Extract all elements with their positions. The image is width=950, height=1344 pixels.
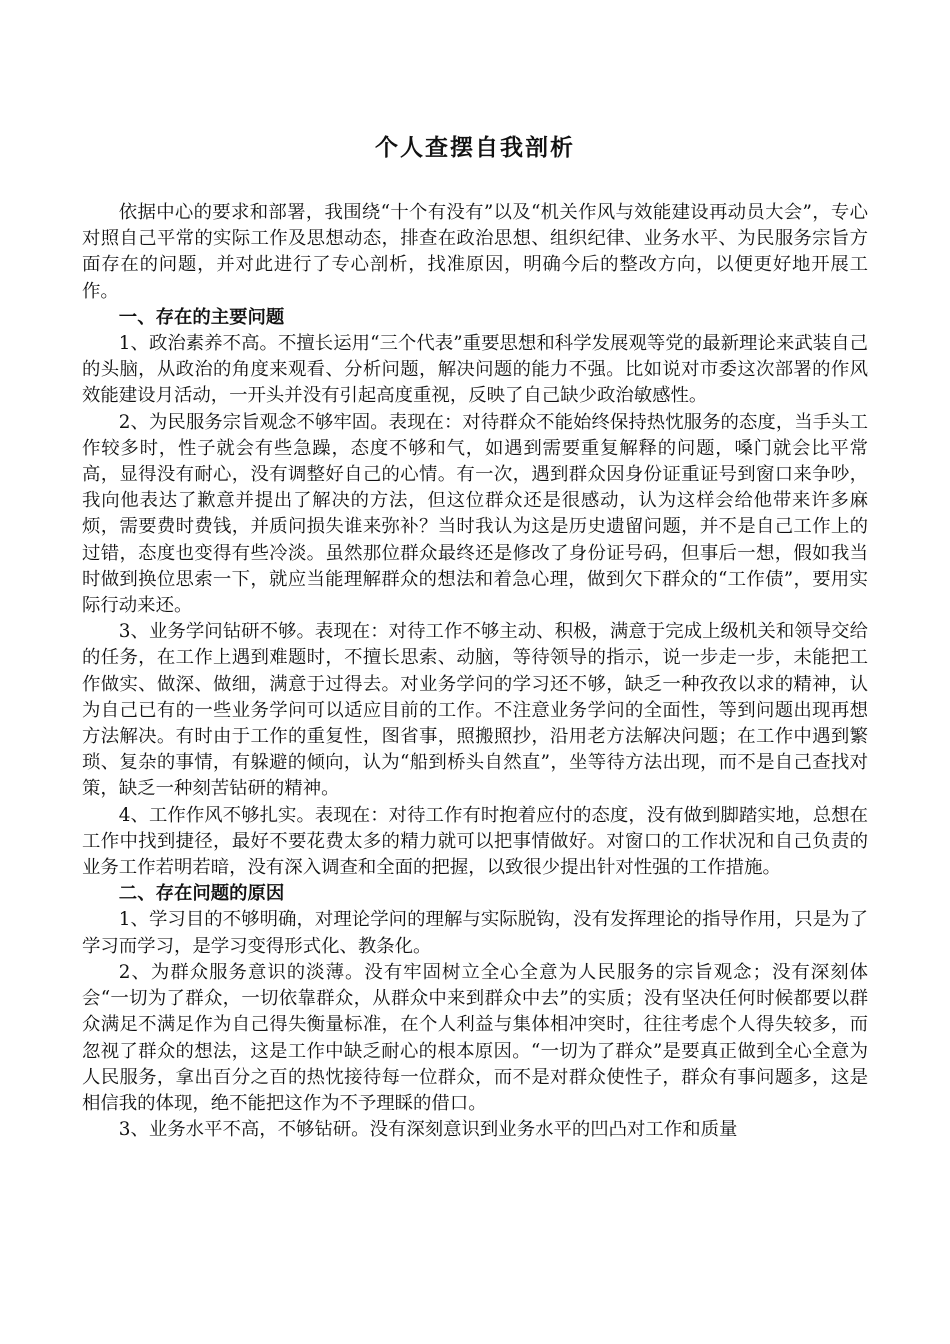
intro-paragraph: 依据中心的要求和部署，我围绕“十个有没有”以及“机关作风与效能建设再动员大会”，专心对照自己平常的实际工作及思想动态，排查在政治思想、组织纪律、业务水平、为民服务宗旨方面存在的问题，并对此进行了专心剖析，找准原因，明确今后的整改方向，以便更好地开展工作。	[82, 202, 868, 302]
section-2-paragraph-1: 1、学习目的不够明确，对理论学问的理解与实际脱钩，没有发挥理论的指导作用，只是为了学习而学习，是学习变得形式化、教条化。	[82, 909, 868, 957]
section-1-paragraph-1: 1、政治素养不高。不擅长运用“三个代表”重要思想和科学发展观等党的最新理论来武装自己的头脑，从政治的角度来观看、分析问题，解决问题的能力不强。比如说对市委这次部署的作风效能建设月活动，一开头并没有引起高度重视，反映了自己缺少政治敏感性。	[82, 333, 868, 407]
document-title: 个人查摆自我剖析	[375, 134, 575, 161]
section-1-paragraph-2: 2、为民服务宗旨观念不够牢固。表现在：对待群众不能始终保持热忱服务的态度，当手头工作较多时，性子就会有些急躁，态度不够和气，如遇到需要重复解释的问题，嗓门就会比平常高，显得没有耐心，没有调整好自己的心情。有一次，遇到群众因身份证重证号到窗口来争吵，我向他表达了歉意并提出了解决的方法，但这位群众还是很感动，认为这样会给他带来许多麻烦，需要费时费钱，并质问损失谁来弥补？当时我认为这是历史遗留问题，并不是自己工作上的过错，态度也变得有些冷淡。虽然那位群众最终还是修改了身份证号码，但事后一想，假如我当时做到换位思索一下，就应当能理解群众的想法和着急心理，做到欠下群众的“工作债”，要用实际行动来还。	[82, 411, 868, 617]
section-1-paragraph-3: 3、业务学问钻研不够。表现在：对待工作不够主动、积极，满意于完成上级机关和领导交给的任务，在工作上遇到难题时，不擅长思索、动脑，等待领导的指示，说一步走一步，未能把工作做实、做深、做细，满意于过得去。对业务学问的学习还不够，缺乏一种孜孜以求的精神，认为自己已有的一些业务学问可以适应目前的工作。不注意业务学问的全面性，等到问题出现再想方法解决。有时由于工作的重复性，图省事，照搬照抄，沿用老方法解决问题；在工作中遇到繁琐、复杂的事情，有躲避的倾向，认为“船到桥头自然直”，坐等待方法出现，而不是自己查找对策，缺乏一种刻苦钻研的精神。	[82, 621, 868, 800]
section-2-heading: 二、存在问题的原因	[118, 883, 285, 905]
document-body	[82, 200, 868, 1143]
section-2-paragraph-2: 2、为群众服务意识的淡薄。没有牢固树立全心全意为人民服务的宗旨观念；没有深刻体会“一切为了群众，一切依靠群众，从群众中来到群众中去”的实质；没有坚决任何时候都要以群众满足不满足作为自己得失衡量标准，在个人利益与集体相冲突时，往往考虑个人得失较多，而忽视了群众的想法，这是工作中缺乏耐心的根本原因。“一切为了群众”是要真正做到全心全意为人民服务，拿出百分之百的热忱接待每一位群众，而不是对群众使性子，群众有事问题多，这是相信我的体现，绝不能把这作为不予理睬的借口。	[82, 961, 868, 1114]
section-1-paragraph-4: 4、工作作风不够扎实。表现在：对待工作有时抱着应付的态度，没有做到脚踏实地，总想在工作中找到捷径，最好不要花费太多的精力就可以把事情做好。对窗口的工作状况和自己负责的业务工作若明若暗，没有深入调查和全面的把握，以致很少提出针对性强的工作措施。	[82, 804, 868, 879]
document-page	[82, 0, 868, 1344]
section-1-heading: 一、存在的主要问题	[118, 306, 285, 328]
section-2-paragraph-3: 3、业务水平不高，不够钻研。没有深刻意识到业务水平的凹凸对工作和质量	[118, 1119, 738, 1141]
